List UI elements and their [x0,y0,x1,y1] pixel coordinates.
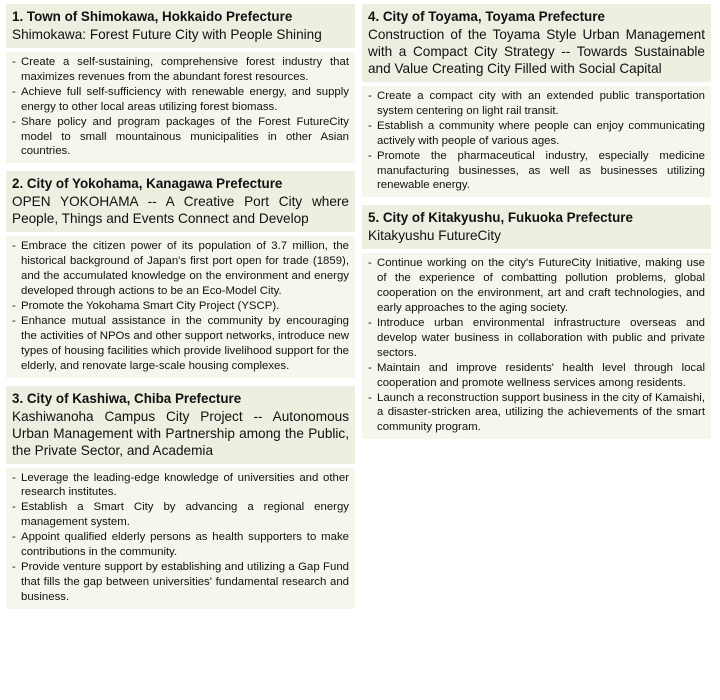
section-body [6,232,355,377]
list-item: - Introduce urban environmental infrastructure overseas and develop water business in collaboration with public and private sectors. [368,316,705,359]
section-title: 4. City of Toyama, Toyama Prefecture [368,9,605,24]
section-yokohama [6,171,355,377]
section-title: 1. Town of Shimokawa, Hokkaido Prefecture [12,9,293,24]
section-subtitle: Kitakyushu FutureCity [368,228,501,244]
list-item: - Establish a community where people can enjoy communicating actively with people of various ages. [368,119,705,147]
section-subtitle: Construction of the Toyama Style Urban Management with a Compact City Strategy -- Towards Sustainable and Value Creating City Filled with Social Capital [368,27,705,76]
section-body [6,48,355,163]
section-header [362,205,711,249]
list-item: - Provide venture support by establishing and utilizing a Gap Fund that fills the gap between universities' fundamental research and business. [12,560,349,603]
section-title: 3. City of Kashiwa, Chiba Prefecture [12,390,242,406]
section-title: 5. City of Kitakyushu, Fukuoka Prefecture [368,210,633,226]
list-item: - Promote the Yokohama Smart City Project (YSCP). [12,299,280,312]
list-item: - Establish a Smart City by advancing a regional energy management system. [12,501,349,529]
right-column [362,4,711,447]
list-item: - Achieve full self-sufficiency with renewable energy, and supply energy to other local areas utilizing forest biomass. [12,85,349,113]
list-item: - Leverage the leading-edge knowledge of universities and other research institutes. [12,471,349,499]
left-column [6,4,355,617]
list-item: - Share policy and program packages of the Forest FutureCity model to small mountainous municipalities in other Asian countries. [12,115,349,158]
section-kashiwa [6,386,355,609]
list-item: - Create a self-sustaining, comprehensive forest industry that maximizes revenues from the abundant forest resources. [12,56,349,83]
list-item: - Embrace the citizen power of its population of 3.7 million, the historical background of Japan's first port open for trade (1859), and the accumulated knowledge on the environment and energy developed through actions to be an Eco-Model City. [12,240,349,298]
section-subtitle: Kashiwanoha Campus City Project -- Autonomous Urban Management with Partnership among the Public, the Private Sector, and Academia [12,408,349,458]
section-body [362,82,711,197]
section-body [6,464,355,609]
section-toyama [362,4,711,197]
list-item: - Appoint qualified elderly persons as health supporters to make contributions in the community. [12,531,349,559]
section-kitakyushu [362,205,711,439]
list-item: - Promote the pharmaceutical industry, especially medicine manufacturing businesses, as well as businesses utilizing renewable energy. [368,149,705,192]
section-body [362,249,711,439]
section-header [6,386,355,464]
section-header [6,171,355,232]
section-header [6,4,355,48]
list-item: - Enhance mutual assistance in the community by encouraging the activities of NPOs and other support networks, introduce new types of housing facilities which provide livelihood support for the elderly, and renovate large-scale housing complexes. [12,314,349,372]
section-shimokawa [6,4,355,163]
list-item: - Continue working on the city's FutureCity Initiative, making use of the experience of combatting pollution problems, global cooperation on the environment, art and craft technologies, and early approaches to the aging society. [368,257,705,315]
section-title: 2. City of Yokohama, Kanagawa Prefecture [12,176,283,192]
list-item: - Maintain and improve residents' health level through local cooperation and promote wellness services among residents. [368,361,705,389]
section-header [362,4,711,82]
section-subtitle: OPEN YOKOHAMA -- A Creative Port City where People, Things and Events Connect and Develop [12,194,349,227]
list-item: - Launch a reconstruction support business in the city of Kamaishi, a disaster-stricken area, utilizing the achievements of the smart community program. [368,391,705,434]
list-item: - Create a compact city with an extended public transportation system centering on light rail transit. [368,90,705,117]
section-subtitle: Shimokawa: Forest Future City with People Shining [12,27,322,42]
